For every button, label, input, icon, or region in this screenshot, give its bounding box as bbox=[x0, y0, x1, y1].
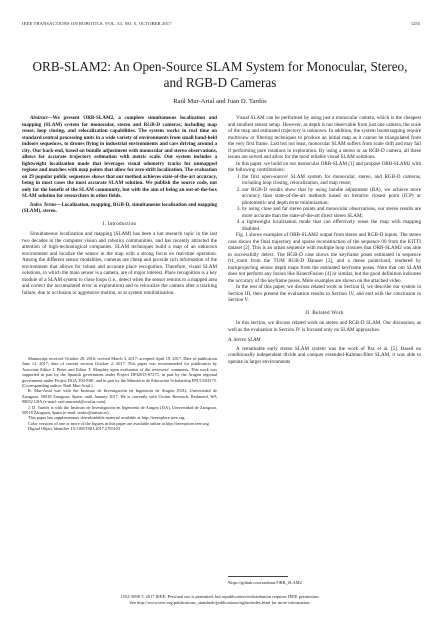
footnote-github-link[interactable]: ¹https://github.com/raulmur/ORB_SLAM2 bbox=[228, 580, 302, 585]
paragraph-contributions-intro: In this paper, we build on our monocular ORB-SLAM [1] and propose ORB-SLAM2 with the following contributions: bbox=[228, 160, 421, 173]
footnote-rule bbox=[228, 576, 288, 577]
list-item: 1. the first open-source¹ SLAM system for monocular, stereo, and RGB-D cameras, including loop closing, relocalization, and map reuse; bbox=[242, 174, 421, 187]
footnote-doi: Digital Object Identifier 10.1109/TRO.2017.2705103 bbox=[28, 426, 120, 432]
abstract-text: —We present ORB-SLAM2, a complete simultaneous localization and mapping (SLAM) system for monocular, stereo and RGB-D cameras, including map reuse, loop closing, and relocalization capabilities. The system works in real time on standard central processing units in a wide variety of environments from small hand-held indoors sequences, to drones flying in industrial environments and cars driving around a city. Our back-end, based on bundle adjustment with monocular and stereo observations, allows for accurate trajectory estimation with metric scale. Our system includes a lightweight localization mode that leverages visual odometry tracks for unmapped regions and matches with map points that allow for zero-drift localization. The evaluation on 29 popular public sequences shows that our method achieves state-of-the-art accuracy, being in most cases the most accurate SLAM solution. We publish the source code, not only for the benefit of the SLAM community, but with the aim of being an out-of-the-box SLAM solution for researchers in other fields. bbox=[22, 115, 217, 199]
paragraph-outline: In the rest of this paper, we discuss related work in Section II, we describe our system in Section III, then present the evaluation results in Section IV, and end with the conclusion in Section V. bbox=[228, 284, 421, 303]
index-terms-label: Index Terms bbox=[30, 201, 57, 208]
abstract bbox=[22, 115, 217, 200]
page-number: 1255 bbox=[410, 21, 420, 26]
subsection-heading-stereo-slam: A. Stereo SLAM bbox=[228, 337, 261, 343]
footnote-color-versions: Color versions of one or more of the figures in this paper are available online at http://ieeexplore.ieee.org. bbox=[28, 420, 210, 426]
paper-title bbox=[20, 59, 420, 91]
index-terms bbox=[22, 202, 217, 215]
left-footnotes bbox=[22, 356, 217, 432]
right-column bbox=[228, 115, 421, 365]
section-heading-introduction: I. Introduction bbox=[102, 220, 137, 227]
abstract-label: Abstract bbox=[30, 115, 48, 121]
title-line-2: and RGB-D Cameras bbox=[163, 75, 277, 90]
footnote-manuscript: Manuscript received October 20, 2016; revised March 3, 2017; accepted April 19, 2017. Date of publication June 12, 2017; date of current version October 2, 2017. This paper was recommended for publication by Associate Editor J. Pieter and Editor T. Murphey upon evaluation of the reviewers' comments. This work was supported in part by the Spanish government under Project DPI2015-67275, in part by the Aragón regional government under Project DGA T04-FSE, and in part by the Ministerio de Educación Scholarship FPU13/04175. (Corresponding author: Raúl Mur-Artal.) bbox=[22, 356, 217, 389]
introduction-paragraph: Simultaneous localization and mapping (SLAM) has been a hot research topic in the last two decades in the computer vision and robotics communities, and has recently attracted the attention of high-technological companies. SLAM techniques build a map of an unknown environment and localize the sensor in the map with a strong focus on real-time operation. Among the different sensor modalities, cameras are cheap and provide rich information of the environment that allows for robust and accurate place recognition. Therefore, visual SLAM solutions, in which the main sensor is a camera, are of major interest. Place recognition is a key module of a SLAM system to close loops (i.e., detect when the sensor returns to a mapped area and correct the accumulated error in exploration) and to relocalize the camera after a tracking failure, due to occlusion or aggressive motion, or at system reinitialization. bbox=[22, 231, 217, 296]
paragraph-related-work: In this section, we discuss related work on stereo and RGB-D SLAM. Our discussion, as well as the evaluation in Section IV is focused only on SLAM approaches. bbox=[228, 320, 421, 333]
paper-authors: Raúl Mur-Artal and Juan D. Tardós bbox=[173, 98, 267, 105]
title-line-1: ORB-SLAM2: An Open-Source SLAM System for Monocular, Stereo, bbox=[32, 59, 408, 74]
footer-line-2: See http://www.ieee.org/publications_standards/publications/rights/index.html for more information. bbox=[129, 599, 311, 605]
journal-header: IEEE TRANSACTIONS ON ROBOTICS, VOL. 33, NO. 5, OCTOBER 2017 bbox=[22, 21, 172, 26]
footnote-author-mur-artal: R. Mur-Artal was with the Instituto de Investigación en Ingeniería de Aragón (I3A), Universidad de Zaragoza, 50018 Zaragoza, Spain, until January 2017. He is currently with Oculus Research, Redmond, WA 98052 USA (e-mail: raul.murartal@oculus.com). bbox=[22, 388, 217, 405]
left-column bbox=[22, 115, 217, 296]
list-item: 3. by using close and far stereo points and monocular observations, our stereo results are more accurate than the state-of-the-art direct stereo SLAM; bbox=[242, 206, 421, 219]
right-footnote bbox=[228, 576, 421, 585]
paragraph-fig1: Fig. 1 shows examples of ORB-SLAM2 output from stereo and RGB-D inputs. The stereo case shows the final trajectory and sparse reconstruction of the sequence 00 from the KITTI dataset [2]. This is an urban sequence with multiple loop closures that ORB-SLAM2 was able to successfully detect. The RGB-D case shows the keyframe poses estimated in sequence fr1_room from the TUM RGB-D Dataset [3], and a dense pointcloud, rendered by backprojecting sensor depth maps from the estimated keyframe poses. Note that our SLAM does not perform any fusion like KinectFusion [4] or similar, but the good definition indicates the accuracy of the keyframe poses. More examples are shown on the attached video. bbox=[228, 232, 421, 284]
footnote-author-tardos: J. D. Tardós is with the Instituto de Investigación en Ingeniería de Aragón (I3A), Universidad de Zaragoza, 50018 Zaragoza, Spain (e-mail: tardos@unizar.es). bbox=[22, 404, 217, 416]
footnote-supplementary: This paper has supplementary downloadable material available at http://ieeexplore.ieee.org. bbox=[28, 415, 186, 421]
copyright-footer bbox=[20, 594, 420, 605]
contributions-list bbox=[228, 174, 421, 233]
paragraph-monocular: Visual SLAM can be performed by using just a monocular camera, which is the cheapest and smallest sensor setup. However, as depth is not observable from just one camera, the scale of the map and estimated trajectory is unknown. In addition, the system bootstrapping require multiview or filtering techniques to produce an initial map as it cannot be triangulated from the very first frame. Last but not least, monocular SLAM suffers from scale drift and may fail if performing pure rotations in exploration. By using a stereo or an RGB-D camera, all these issues are solved and allow for the most reliable visual SLAM solutions. bbox=[228, 115, 421, 160]
section-heading-related-work: II. Related Work bbox=[305, 309, 344, 316]
paragraph-stereo-slam: A remarkable early stereo SLAM system was the work of Paz et al. [5]. Based on conditionally independent divide and conquer extended-Kalman-filter SLAM, it was able to operate in larger environments bbox=[228, 345, 421, 365]
list-item: 2. our RGB-D results show that by using bundle adjustment (BA), we achieve more accuracy than state-of-the-art methods based on iterative closest point (ICP) or photometric and depth error minimization; bbox=[242, 187, 421, 207]
footer-line-1: 1552-3098 © 2017 IEEE. Personal use is permitted, but republication/redistribution requires IEEE permission. bbox=[120, 594, 320, 599]
list-item: 4. a lightweight localization mode that can effectively reuse the map with mapping disabled. bbox=[242, 219, 421, 232]
index-terms-text: —Localization, mapping, RGB-D, simultaneous localization and mapping (SLAM), stereo. bbox=[22, 201, 217, 214]
